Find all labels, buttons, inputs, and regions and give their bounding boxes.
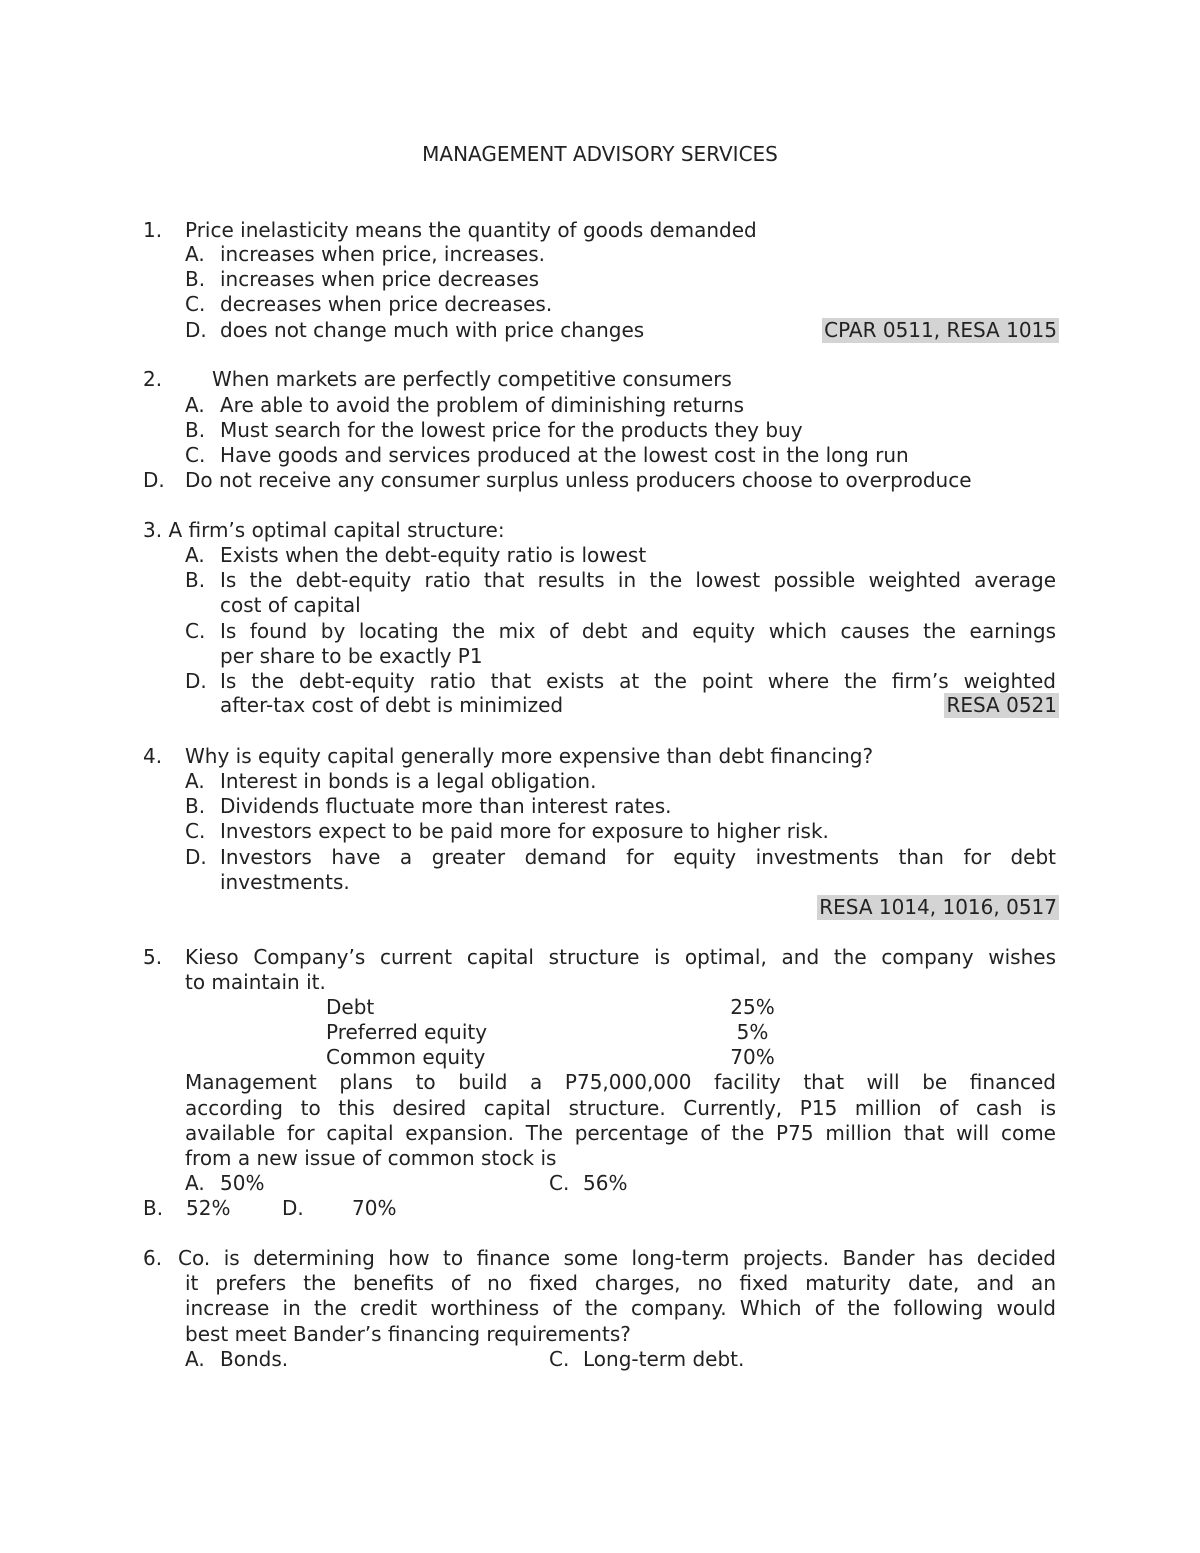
- question-stem-continued: increase in the credit worthiness of the company. Which of the following would: [185, 1296, 1056, 1320]
- option-text: 56%: [583, 1171, 628, 1195]
- question-number: 4.: [143, 744, 163, 768]
- option-letter: C.: [185, 819, 206, 843]
- option-text: Investors expect to be paid more for exposure to higher risk.: [220, 819, 829, 843]
- option-letter: A.: [185, 242, 205, 266]
- option-letter: C.: [185, 619, 206, 643]
- question-number: 2.: [143, 367, 163, 391]
- option-letter: A.: [185, 1347, 205, 1371]
- option-letter: B.: [185, 794, 206, 818]
- option-text: Dividends fluctuate more than interest rates.: [220, 794, 672, 818]
- option-text: Is the debt-equity ratio that results in the lowest possible weighted average: [220, 568, 1056, 592]
- option-text: 70%: [352, 1196, 397, 1220]
- option-text: decreases when price decreases.: [220, 292, 553, 316]
- question-paragraph: available for capital expansion. The percentage of the P75 million that will come: [185, 1121, 1056, 1145]
- capital-structure-label: Common equity: [326, 1045, 486, 1069]
- question-number: 5.: [143, 945, 163, 969]
- page-title: MANAGEMENT ADVISORY SERVICES: [422, 142, 778, 166]
- source-reference: RESA 0521: [946, 693, 1057, 717]
- option-text: Is found by locating the mix of debt and equity which causes the earnings: [220, 619, 1056, 643]
- option-letter: D.: [185, 845, 207, 869]
- question-stem: Co. is determining how to finance some long-term projects. Bander has decided: [178, 1246, 1056, 1270]
- question-paragraph: Management plans to build a P75,000,000 facility that will be financed: [185, 1070, 1056, 1094]
- question-stem: When markets are perfectly competitive consumers: [212, 367, 732, 391]
- option-text: Interest in bonds is a legal obligation.: [220, 769, 597, 793]
- option-letter: B.: [185, 267, 206, 291]
- option-letter: B.: [185, 418, 206, 442]
- question-stem-continued: to maintain it.: [185, 970, 326, 994]
- option-letter: D.: [143, 468, 165, 492]
- option-text-continued: investments.: [220, 870, 350, 894]
- option-text: Must search for the lowest price for the products they buy: [220, 418, 803, 442]
- question-stem: Kieso Company’s current capital structure is optimal, and the company wishes: [185, 945, 1056, 969]
- option-letter: D.: [185, 318, 207, 342]
- source-reference: RESA 1014, 1016, 0517: [819, 895, 1057, 919]
- question-stem: 3. A firm’s optimal capital structure:: [143, 518, 505, 542]
- question-stem-continued: it prefers the benefits of no fixed charges, no fixed maturity date, and an: [185, 1271, 1056, 1295]
- option-letter: B.: [185, 568, 206, 592]
- question-stem: Price inelasticity means the quantity of goods demanded: [185, 218, 757, 242]
- capital-structure-label: Debt: [326, 995, 375, 1019]
- option-letter: D.: [282, 1196, 304, 1220]
- option-letter: A.: [185, 769, 205, 793]
- option-letter: C.: [185, 443, 206, 467]
- option-text: 50%: [220, 1171, 265, 1195]
- option-letter: D.: [185, 669, 207, 693]
- option-text: increases when price, increases.: [220, 242, 546, 266]
- option-letter: A.: [185, 543, 205, 567]
- option-text: Bonds.: [220, 1347, 289, 1371]
- option-text: Investors have a greater demand for equity investments than for debt: [220, 845, 1056, 869]
- option-letter: B.: [143, 1196, 164, 1220]
- source-reference: CPAR 0511, RESA 1015: [824, 318, 1057, 342]
- option-letter: C.: [549, 1347, 570, 1371]
- option-text-continued: cost of capital: [220, 593, 361, 617]
- capital-structure-value: 70%: [730, 1045, 775, 1069]
- option-letter: C.: [185, 292, 206, 316]
- option-letter: A.: [185, 393, 205, 417]
- option-text: does not change much with price changes: [220, 318, 645, 342]
- option-text: Do not receive any consumer surplus unless producers choose to overproduce: [185, 468, 972, 492]
- question-number: 1.: [143, 218, 163, 242]
- option-text: Have goods and services produced at the lowest cost in the long run: [220, 443, 909, 467]
- option-text: Is the debt-equity ratio that exists at the point where the firm’s weighted: [220, 669, 1056, 693]
- option-text: increases when price decreases: [220, 267, 540, 291]
- question-stem: Why is equity capital generally more expensive than debt financing?: [185, 744, 874, 768]
- question-paragraph: according to this desired capital structure. Currently, P15 million of cash is: [185, 1096, 1056, 1120]
- option-text: 52%: [186, 1196, 231, 1220]
- option-text-continued: per share to be exactly P1: [220, 644, 483, 668]
- option-text-continued: after-tax cost of debt is minimized: [220, 693, 564, 717]
- capital-structure-label: Preferred equity: [326, 1020, 488, 1044]
- capital-structure-value: 25%: [730, 995, 775, 1019]
- question-paragraph: from a new issue of common stock is: [185, 1146, 557, 1170]
- capital-structure-value: 5%: [736, 1020, 769, 1044]
- question-number: 6.: [143, 1246, 163, 1270]
- question-stem-continued: best meet Bander’s financing requirements?: [185, 1322, 631, 1346]
- option-text: Are able to avoid the problem of diminishing returns: [220, 393, 745, 417]
- option-letter: A.: [185, 1171, 205, 1195]
- option-text: Exists when the debt-equity ratio is lowest: [220, 543, 647, 567]
- option-letter: C.: [549, 1171, 570, 1195]
- option-text: Long-term debt.: [583, 1347, 745, 1371]
